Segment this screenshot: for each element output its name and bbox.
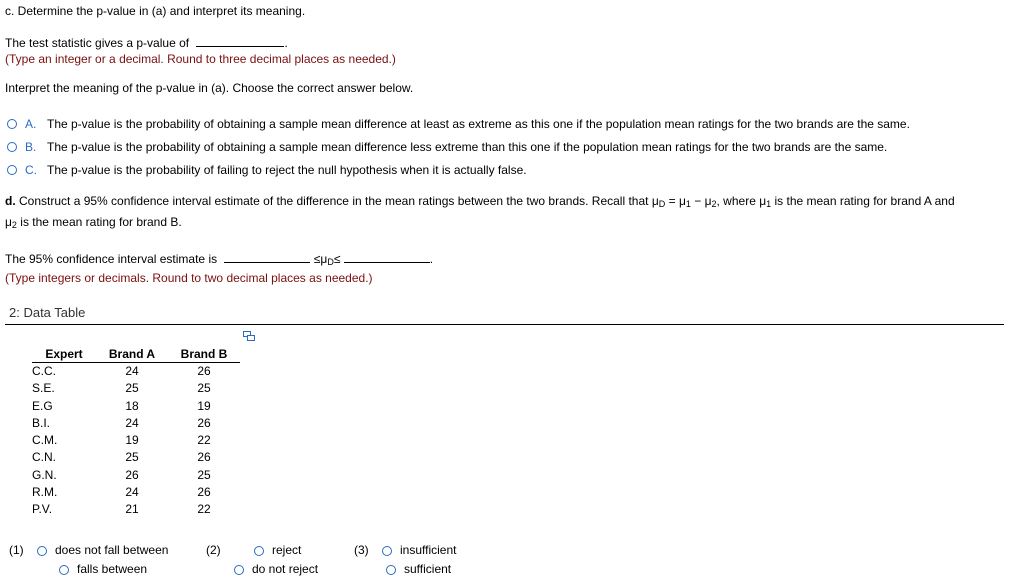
data-table-title: 2: Data Table: [9, 305, 86, 320]
choice-2-option-1-radio[interactable]: [254, 546, 264, 556]
pvalue-line: The test statistic gives a p-value of .: [5, 36, 288, 50]
choice-2-option-1[interactable]: reject: [254, 542, 301, 558]
mu-d-formula: $\mu_D = \mu_1 - \mu_2$: [651, 194, 717, 209]
part-d-label: d.: [5, 194, 16, 208]
option-a-text: The p-value is the probability of obtaining a sample mean difference at least as extreme as this one if the population mean ratings for the two brands are the same.: [47, 117, 910, 131]
table-row: E.G 18 19: [32, 398, 211, 413]
option-b-letter: B.: [25, 140, 37, 154]
table-row: R.M. 24 26: [32, 485, 211, 500]
part-d-line1: d. Construct a 95% confidence interval estimate of the difference in the mean ratings between the two brands. Recall that $\mu_D = \mu_1 - \mu_2$, where $\mu_1$ is the mean rating for brand A and: [5, 194, 955, 209]
header-expert: Expert: [32, 347, 96, 363]
table-row: P.V. 21 22: [32, 502, 211, 517]
choice-3-option-2-radio[interactable]: [386, 565, 396, 575]
table-row: C.N. 25 26: [32, 450, 211, 465]
pvalue-hint: (Type an integer or a decimal. Round to three decimal places as needed.): [5, 52, 396, 66]
choice-3-option-1[interactable]: insufficient: [382, 542, 456, 558]
copy-icon[interactable]: [243, 331, 255, 341]
ci-upper-input[interactable]: [344, 250, 430, 263]
option-b-radio[interactable]: [7, 142, 17, 152]
table-row: G.N. 26 25: [32, 467, 211, 482]
choice-3-option-2[interactable]: sufficient: [386, 561, 451, 577]
table-row: S.E. 25 25: [32, 381, 211, 396]
part-c-heading: c. Determine the p-value in (a) and interpret its meaning.: [5, 4, 306, 18]
section-divider: [5, 324, 1004, 325]
choice-group-2-label: (2): [206, 543, 221, 557]
ci-line: The 95% confidence interval estimate is $\le\mu_D\le$ .: [5, 252, 434, 267]
data-table: [32, 347, 240, 519]
choice-2-option-2-radio[interactable]: [234, 565, 244, 575]
ci-lower-input[interactable]: [224, 250, 310, 263]
choice-1-option-1[interactable]: does not fall between: [37, 542, 168, 558]
option-c-letter: C.: [25, 163, 37, 177]
choice-1-option-2-radio[interactable]: [59, 565, 69, 575]
table-row: C.C. 24 26: [32, 364, 211, 378]
table-header-row: [32, 347, 240, 363]
option-b-text: The p-value is the probability of obtaining a sample mean difference less extreme than this one if the population mean ratings for the two brands are the same.: [47, 140, 888, 154]
option-a-radio[interactable]: [7, 119, 17, 129]
pvalue-prompt: The test statistic gives a p-value of: [5, 36, 190, 50]
header-brand-a: Brand A: [96, 347, 168, 363]
choice-3-option-1-radio[interactable]: [382, 546, 392, 556]
part-d-line2: $\mu_2$ is the mean rating for brand B.: [5, 215, 182, 230]
ci-hint: (Type integers or decimals. Round to two decimal places as needed.): [5, 271, 373, 285]
pvalue-input[interactable]: [196, 34, 284, 47]
choice-2-option-2[interactable]: do not reject: [234, 561, 318, 577]
header-brand-b: Brand B: [168, 347, 240, 363]
choice-1-option-2[interactable]: falls between: [59, 561, 147, 577]
option-c-text: The p-value is the probability of failing to reject the null hypothesis when it is actually false.: [47, 163, 527, 177]
choice-group-3-label: (3): [354, 543, 369, 557]
interpret-prompt: Interpret the meaning of the p-value in (a). Choose the correct answer below.: [5, 81, 414, 95]
table-row: B.I. 24 26: [32, 415, 211, 430]
choice-group-1-label: (1): [9, 543, 24, 557]
choice-1-option-1-radio[interactable]: [37, 546, 47, 556]
table-row: C.M. 19 22: [32, 433, 211, 448]
ci-prompt: The 95% confidence interval estimate is: [5, 252, 218, 266]
option-c-radio[interactable]: [7, 165, 17, 175]
option-a-letter: A.: [25, 117, 37, 131]
